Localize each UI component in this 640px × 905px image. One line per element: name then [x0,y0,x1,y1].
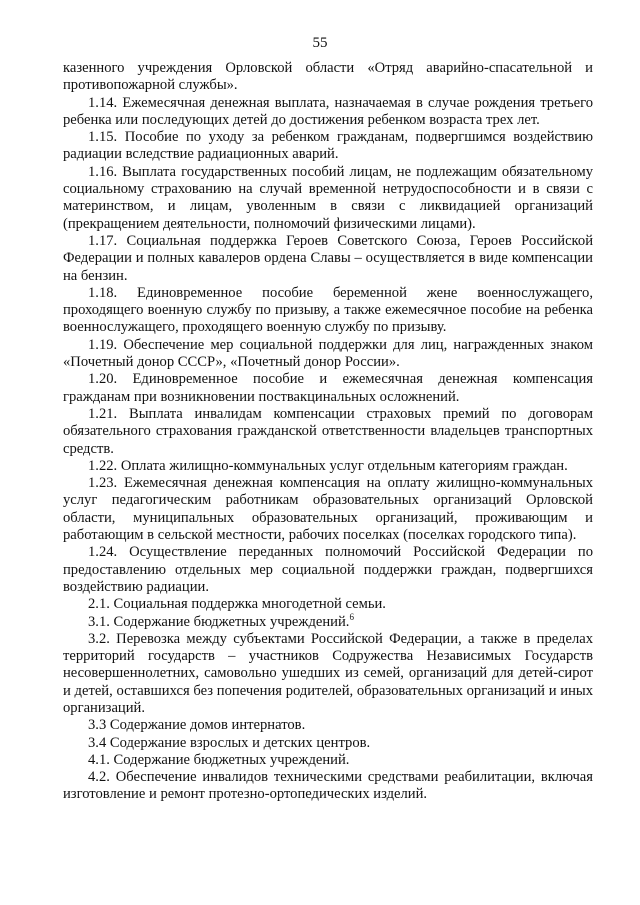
paragraph: 2.1. Социальная поддержка многодетной семьи. [88,596,386,613]
footnote-marker: 6 [349,611,354,622]
paragraph: 1.18. Единовременное пособие беременной жене военнослужащего, проходящего военную службу по призыву, а также ежемесячное пособие на ребенка военнослужащего, проходящего военную службу по призыву. [63,284,593,336]
paragraph: 1.21. Выплата инвалидам компенсации страховых премий по договорам обязательного страхования гражданской ответственности владельцев транспортных средств. [63,405,593,457]
page-number: 55 [312,35,328,51]
paragraph: 1.14. Ежемесячная денежная выплата, назначаемая в случае рождения третьего ребенка или последующих детей до достижения ребенком возраста трех лет. [63,94,593,128]
paragraph-text: 3.1. Содержание бюджетных учреждений. [88,613,350,630]
document-body [63,60,593,804]
paragraph: 1.16. Выплата государственных пособий лицам, не подлежащим обязательному социальному страхованию на случай временной нетрудоспособности и в связи с материнством, и лицам, уволенным в связи с ликвидацией организаций (прекращением деятельности, полномочий физическими лицами). [63,163,593,232]
paragraph [63,611,593,631]
paragraph: 1.19. Обеспечение мер социальной поддержки для лиц, награжденных знаком «Почетный донор СССР», «Почетный донор России». [63,336,593,371]
paragraph: 3.2. Перевозка между субъектами Российской Федерации, а также в пределах территорий государств – участников Содружества Независимых Государств несовершеннолетних, самовольно ушедших из семей, организаций для детей-сирот и детей, оставшихся без попечения родителей, образовательных организаций и иных организаций. [63,630,593,716]
paragraph: 1.24. Осуществление переданных полномочий Российской Федерации по предоставлению отдельных мер социальной поддержки граждан, подвергшихся воздействию радиации. [63,544,593,595]
paragraph: 1.15. Пособие по уходу за ребенком гражданам, подвергшимся воздействию радиации вследствие радиационных аварий. [63,129,593,163]
paragraph: 1.22. Оплата жилищно-коммунальных услуг отдельным категориям граждан. [88,457,568,474]
paragraph: 1.23. Ежемесячная денежная компенсация на оплату жилищно-коммунальных услуг педагогическим работникам образовательных организаций Орловской области, муниципальных образовательных организаций, проживающим и работающим в сельской местности, рабочих поселках (поселках городского типа). [63,475,593,544]
paragraph: 4.1. Содержание бюджетных учреждений. [88,751,350,768]
paragraph: казенного учреждения Орловской области «Отряд аварийно-спасательной и противопожарной службы». [63,60,593,94]
paragraph: 1.20. Единовременное пособие и ежемесячная денежная компенсация гражданам при возникновении поствакцинальных осложнений. [63,371,593,405]
paragraph: 3.3 Содержание домов интернатов. [88,717,306,734]
paragraph: 1.17. Социальная поддержка Героев Советского Союза, Героев Российской Федерации и полных кавалеров ордена Славы – осуществляется в виде компенсации на бензин. [63,232,593,284]
paragraph: 3.4 Содержание взрослых и детских центров. [88,734,371,751]
paragraph: 4.2. Обеспечение инвалидов техническими средствами реабилитации, включая изготовление и ремонт протезно-ортопедических изделий. [63,769,593,803]
